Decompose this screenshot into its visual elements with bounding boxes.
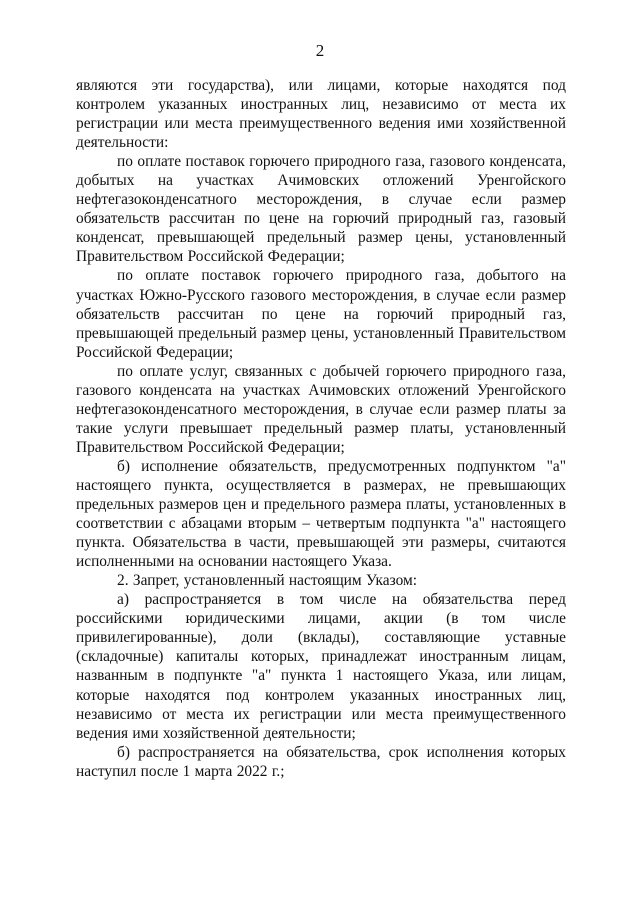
- document-body: [76, 76, 566, 781]
- paragraph-services-payment: по оплате услуг, связанных с добычей горючего природного газа, газового конденсата на участках Ачимовских отложений Уренгойского нефтегазоконденсатного месторождения, в случае если размер платы за такие услуги превышает предельный размер платы, установленный Правительством Российской Федерации;: [76, 362, 566, 456]
- page-number: 2: [315, 41, 325, 60]
- paragraph-section-2-heading: 2. Запрет, установленный настоящим Указом:: [117, 572, 418, 590]
- paragraph-gas-condensate-payment: по оплате поставок горючего природного газа, газового конденсата, добытых на участках Ачимовских отложений Уренгойского нефтегазоконденсатного месторождения, в случае если размер обязательств рассчитан по цене на горючий природный газ, газовый конденсат, превышающей предельный размер цены, установленный Правительством Российской Федерации;: [76, 153, 566, 266]
- paragraph-south-russian-gas-payment: по оплате поставок горючего природного газа, добытого на участках Южно-Русского газового месторождения, в случае если размер обязательств рассчитан по цене на горючий природный газ, превышающей предельный размер цены, установленный Правительством Российской Федерации;: [76, 267, 566, 361]
- paragraph-subitem-b-execution: б) исполнение обязательств, предусмотренных подпунктом "а" настоящего пункта, осуществляется в размерах, не превышающих предельных размеров цен и предельного размера платы, установленных в соответствии с абзацами вторым – четвертым подпункта "а" настоящего пункта. Обязательства в части, превышающей эти размеры, считаются исполненными на основании настоящего Указа.: [76, 457, 566, 571]
- paragraph-subitem-b-scope: б) распространяется на обязательства, срок исполнения которых наступил после 1 марта 2022 г.;: [76, 743, 566, 780]
- paragraph-subitem-a-scope: а) распространяется в том числе на обязательства перед российскими юридическими лицами, акции (в том числе привилегированные), доли (вклады), составляющие уставные (складочные) капиталы которых, принадлежат иностранным лицам, названным в подпункте "а" пункта 1 настоящего Указа, или лицам, которые находятся под контролем указанных иностранных лиц, независимо от места их регистрации или места преимущественного ведения ими хозяйственной деятельности;: [76, 591, 566, 742]
- paragraph-continuation: являются эти государства), или лицами, которые находятся под контролем указанных иностранных лиц, независимо от места их регистрации или места преимущественного ведения ими хозяйственной деятельности:: [76, 77, 566, 152]
